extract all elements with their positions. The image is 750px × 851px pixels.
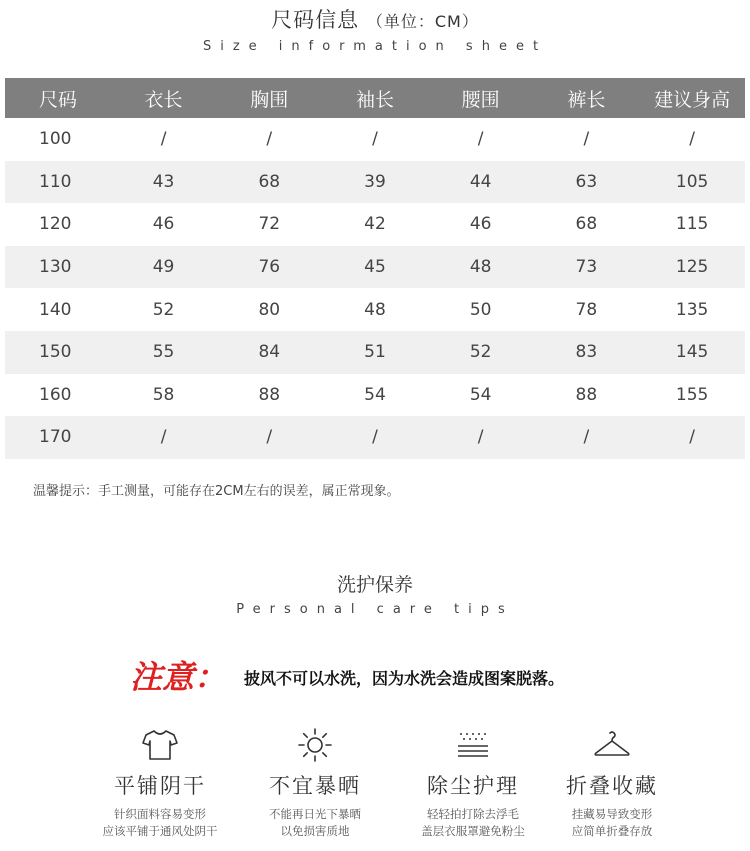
title-text: 尺码信息 <box>271 8 360 32</box>
tip-no-sun <box>225 725 405 840</box>
tip-title: 不宜暴晒 <box>269 774 361 798</box>
header-chest: 胸围 <box>216 78 322 118</box>
table-cell: 54 <box>469 384 492 405</box>
table-cell: 80 <box>258 299 281 320</box>
tip-desc-line: 挂藏易导致变形 <box>571 807 653 821</box>
hanger-icon <box>522 725 702 765</box>
table-row <box>5 203 745 246</box>
table-cell: / <box>266 129 273 150</box>
table-cell: / <box>583 129 590 150</box>
table-cell: 46 <box>469 214 492 235</box>
tshirt-icon <box>70 725 250 765</box>
warning-text: 披风不可以水洗，因为水洗会造成图案脱落。 <box>244 669 565 688</box>
header-sleeve: 袖长 <box>322 78 428 118</box>
table-cell: 145 <box>639 331 745 374</box>
table-cell: 135 <box>675 299 709 320</box>
tip-desc-line: 不能再日光下暴晒 <box>269 807 361 821</box>
tip-desc <box>70 806 250 840</box>
table-cell: 150 <box>5 331 111 374</box>
table-cell: 115 <box>675 214 709 235</box>
tip-fold-store <box>522 725 702 840</box>
table-cell: / <box>160 129 167 150</box>
table-cell: 110 <box>5 161 111 204</box>
tip-desc-line: 应该平铺于通风处阴干 <box>102 824 218 838</box>
table-cell: 51 <box>322 331 428 374</box>
table-cell: 55 <box>111 331 217 374</box>
tip-desc-line: 以免损害质地 <box>280 824 350 838</box>
table-cell: 48 <box>428 246 534 289</box>
table-row <box>5 288 745 331</box>
header-waist: 腰围 <box>428 78 534 118</box>
page-title <box>0 4 750 34</box>
table-cell: 50 <box>469 299 492 320</box>
table-cell: 78 <box>575 299 598 320</box>
table-cell: 42 <box>364 214 386 235</box>
table-cell: / <box>216 416 322 459</box>
table-cell: / <box>111 416 217 459</box>
table-cell: / <box>428 416 534 459</box>
tip-desc <box>225 806 405 840</box>
size-table <box>5 78 745 459</box>
tip-flat-dry <box>70 725 250 840</box>
table-cell: 125 <box>639 246 745 289</box>
sun-icon <box>225 725 405 765</box>
table-cell: / <box>639 416 745 459</box>
table-cell: 120 <box>39 214 72 235</box>
table-row <box>5 118 745 161</box>
table-cell: 39 <box>322 161 428 204</box>
tip-desc-line: 应简单折叠存放 <box>571 824 653 838</box>
table-row <box>5 416 745 459</box>
title-unit: （单位：CM） <box>366 12 479 31</box>
table-cell: 44 <box>428 161 534 204</box>
table-cell: 63 <box>534 161 640 204</box>
header-length: 衣长 <box>111 78 217 118</box>
table-row <box>5 161 745 204</box>
table-cell: 54 <box>364 384 386 405</box>
table-cell: 83 <box>534 331 640 374</box>
table-cell: 130 <box>5 246 111 289</box>
table-cell: / <box>534 416 640 459</box>
measurement-note: 温馨提示：手工测量，可能存在2CM左右的误差，属正常现象。 <box>33 484 400 499</box>
table-cell: 170 <box>5 416 111 459</box>
table-cell: 68 <box>575 214 598 235</box>
table-cell: / <box>689 129 695 150</box>
table-cell: 72 <box>258 214 281 235</box>
size-table-header-row <box>5 78 745 118</box>
table-row <box>5 374 745 417</box>
tip-title: 平铺阴干 <box>114 774 206 798</box>
table-cell: 52 <box>428 331 534 374</box>
table-cell: 84 <box>216 331 322 374</box>
table-row <box>5 331 745 374</box>
tip-desc <box>522 806 702 840</box>
care-title: 洗护保养 <box>336 574 413 596</box>
tip-desc-line: 轻轻拍打除去浮毛 <box>427 807 519 821</box>
care-tips <box>0 725 750 845</box>
table-cell: 140 <box>39 299 72 320</box>
header-pants-length: 裤长 <box>534 78 640 118</box>
header-size: 尺码 <box>5 78 111 118</box>
page-subtitle: Size information sheet <box>202 39 548 54</box>
table-cell: / <box>322 416 428 459</box>
care-subtitle: Personal care tips <box>236 602 514 617</box>
table-cell: / <box>477 129 484 150</box>
table-cell: 160 <box>39 384 72 405</box>
table-cell: 88 <box>258 384 281 405</box>
header-height: 建议身高 <box>639 78 745 118</box>
table-cell: 45 <box>322 246 428 289</box>
table-cell: 49 <box>111 246 217 289</box>
table-cell: 58 <box>152 384 175 405</box>
tip-title: 折叠收藏 <box>566 774 658 798</box>
warning-label: 注意： <box>130 658 227 696</box>
table-cell: 105 <box>639 161 745 204</box>
table-cell: 100 <box>39 129 72 150</box>
tip-title: 除尘护理 <box>427 774 519 798</box>
table-cell: 48 <box>364 299 386 320</box>
tip-desc-line: 盖层衣服罩避免粉尘 <box>421 824 525 838</box>
table-cell: / <box>372 129 378 150</box>
table-cell: 76 <box>216 246 322 289</box>
table-cell: 73 <box>534 246 640 289</box>
table-cell: 68 <box>216 161 322 204</box>
table-cell: 155 <box>675 384 709 405</box>
tip-desc-line: 针织面料容易变形 <box>114 807 206 821</box>
table-row <box>5 246 745 289</box>
table-cell: 46 <box>152 214 175 235</box>
table-cell: 88 <box>575 384 598 405</box>
table-cell: 52 <box>152 299 175 320</box>
table-cell: 43 <box>111 161 217 204</box>
